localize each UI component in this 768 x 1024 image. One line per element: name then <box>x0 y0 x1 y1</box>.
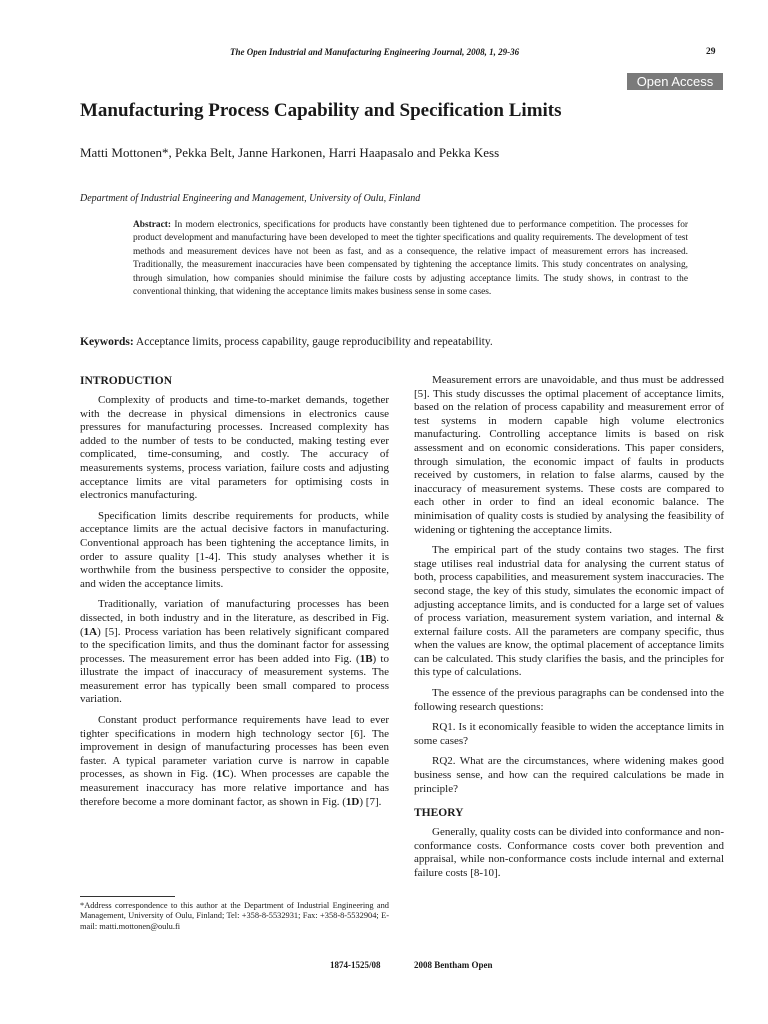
intro-paragraph-1: Complexity of products and time-to-market demands, together with the decrease in physical dimensions in electronics cause pressures for manufacturing processes. Increased complexity has added to the number of tests to be conducted, making testing ever complicated, time-consuming, and costly. The accuracy of measurements systems, process variation, failure costs and adjusting acceptance limits are vital parameters for optimising costs in electronics manufacturing. <box>80 394 389 502</box>
running-header <box>230 47 519 57</box>
journal-pages: , 29-36 <box>493 47 520 57</box>
affiliation: Department of Industrial Engineering and Management, University of Oulu, Finland <box>80 193 421 204</box>
correspondence-footnote: *Address correspondence to this author at the Department of Industrial Engineering and Management, University of Oulu, Finland; Tel: +358-8-5532931; Fax: +358-8-5532904; E-mail: matti.mottonen@oulu.fi <box>80 901 389 931</box>
intro-p4-text-c: ) [7]. <box>359 795 382 808</box>
intro-p3-text-c: ) to illustrate the impact of inaccuracy of measurement systems. The measurement error has typically been small compared to process variation. <box>80 652 389 706</box>
keywords-text: Acceptance limits, process capability, gauge reproducibility and repeatability. <box>135 336 493 348</box>
figure-ref-1c: 1C <box>216 768 230 781</box>
journal-volume: 1 <box>489 47 494 57</box>
intro-p3-text-b: ) [5]. Process variation has been relatively significant compared to the specification limits, and thus the dominant factor for assessing processes. The measurement error has been added into Fig. ( <box>80 625 389 665</box>
research-question-1: RQ1. Is it economically feasible to widen the acceptance limits in some cases? <box>414 721 724 747</box>
abstract-text: In modern electronics, specifications for products have constantly been tightened due to performance competition. The processes for product development and manufacturing have been developed to meet the tighter specifications and quality requirements. The development of test methods and measurement devices have not been as fast, and as a consequence, the relative impact of measurement errors has increased. Traditionally, the measurement inaccuracies have been compensated by tightening the acceptance limits. This study concentrates on analysing, through simulation, how companies should minimise the failure costs by adjusting acceptance limits. The study shows, in contrast to the conventional thinking, that widening the acceptance limits makes business sense in some cases. <box>133 220 689 298</box>
page-number: 29 <box>706 47 716 57</box>
intro-p3-text-a: Traditionally, variation of manufacturing processes has been dissected, in both industry and in the literature, as described in Fig. ( <box>80 598 389 638</box>
keywords <box>80 336 700 348</box>
theory-heading: THEORY <box>414 807 464 820</box>
figure-ref-1a: 1A <box>83 625 98 638</box>
open-access-badge: Open Access <box>627 73 723 90</box>
theory-paragraph-1: Generally, quality costs can be divided into conformance and non-conformance costs. Conformance costs cover both prevention and appraisal, while non-conformance costs include internal and external failure costs [8-10]. <box>414 826 724 879</box>
publisher-copyright: 2008 Bentham Open <box>414 960 493 970</box>
issn: 1874-1525/08 <box>330 960 381 970</box>
left-column <box>80 374 389 816</box>
intro-paragraph-2: Specification limits describe requirements for products, while acceptance limits are the actual decisive factors in manufacturing. Conventional approach has been tightening the acceptance limits, in order to assure quality [1-4]. This study analyses whether it is worthwhile from the business perspective to consider the opposite, and widen the acceptance limits. <box>80 509 389 590</box>
intro-paragraph-3 <box>80 598 389 707</box>
article-title: Manufacturing Process Capability and Specification Limits <box>80 100 562 121</box>
abstract-label: Abstract: <box>133 220 172 230</box>
intro-paragraph-4 <box>80 714 389 809</box>
intro-p4-text-a: Constant product performance requirements have lead to ever tighter specifications in modern high technology sector [6]. The improvement in design of manufacturing processes has been even faster. A typical parameter variation curve is narrow in capable processes, as shown in Fig. ( <box>80 714 389 781</box>
figure-ref-1b: 1B <box>359 652 373 665</box>
right-paragraph-1: Measurement errors are unavoidable, and thus must be addressed [5]. This study discusses the optimal placement of acceptance limits, based on the relation of process capability and measurement error of test systems in modern capable high volume electronics manufacturing. Controlling acceptance limits is based on risk assessment and on economic considerations. This paper considers, through simulation, the economic impact of faults in products received by customers, in relation to false alarms, caused by the inaccuracy of measurement systems. These costs are compared to each other in order to find an ideal economic balance. The minimisation of quality costs is studied by analysing the feasibility of widening or tightening the acceptance limits. <box>414 374 724 536</box>
research-question-2: RQ2. What are the circumstances, where widening makes good business sense, and how can the required calculations be made in principle? <box>414 755 724 795</box>
right-paragraph-2: The empirical part of the study contains two stages. The first stage utilises real industrial data for analysing the current status of both, process capabilities, and measurement system inaccuracies. The second stage, the key of this study, simulates the economic impact of adjusting acceptance limits, and is conducted for a large set of values of process variation, measurement system variation, and internal & external failure costs. All the parameters are company specific, thus when the values are know, the optimal placement of acceptance limits can be calculated. This study clarifies the basis, and the principles for this type of calculations. <box>414 544 724 679</box>
journal-year: , 2008, <box>462 47 490 57</box>
keywords-label: Keywords: <box>80 336 134 348</box>
footnote-divider <box>80 896 175 897</box>
right-column <box>414 374 724 888</box>
figure-ref-1d: 1D <box>345 795 360 808</box>
abstract <box>133 219 688 299</box>
right-paragraph-3: The essence of the previous paragraphs can be condensed into the following research questions: <box>414 687 724 713</box>
introduction-heading: INTRODUCTION <box>80 375 173 387</box>
author-list: Matti Mottonen*, Pekka Belt, Janne Harkonen, Harri Haapasalo and Pekka Kess <box>80 145 500 160</box>
intro-p4-text-b: ). When processes are capable the measurement inaccuracy has more relative importance and has therefore become a more dominant factor, as shown in Fig. ( <box>80 768 389 808</box>
journal-name: The Open Industrial and Manufacturing Engineering Journal <box>230 47 463 57</box>
